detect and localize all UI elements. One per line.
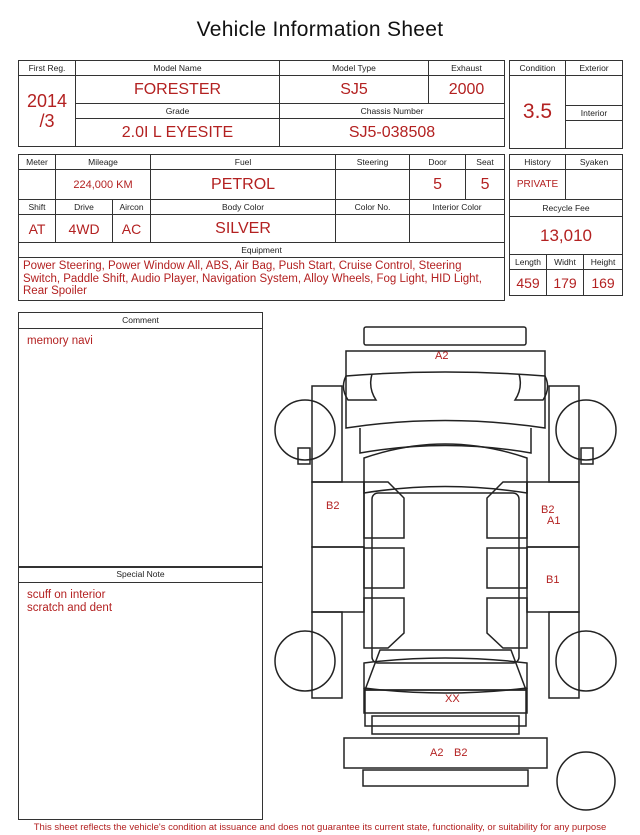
special-note-text: scuff on interior scratch and dent (27, 589, 113, 614)
syaken-label: Syaken (566, 155, 623, 170)
body-color-value: SILVER (151, 215, 336, 243)
main-info-table (18, 60, 505, 147)
damage-rear-bumper-1: A2 (430, 747, 444, 759)
meter-value (19, 170, 56, 200)
specs-table (18, 154, 505, 301)
damage-left-door: B2 (326, 500, 340, 512)
comment-box (18, 312, 263, 568)
aircon-value: AC (113, 215, 151, 243)
chassis-value: SJ5-038508 (280, 119, 505, 147)
door-label: Door (410, 155, 466, 170)
damage-right-rear-door: B1 (546, 574, 560, 586)
page-title: Vehicle Information Sheet (196, 18, 444, 41)
special-note-box (18, 566, 263, 820)
door-value: 5 (410, 170, 466, 200)
model-name-value: FORESTER (76, 76, 280, 104)
damage-right-front-door-2: A1 (547, 515, 561, 527)
fuel-label: Fuel (151, 155, 336, 170)
exhaust-value: 2000 (429, 76, 505, 104)
grade-value: 2.0I L EYESITE (76, 119, 280, 147)
equipment-label: Equipment (19, 243, 505, 258)
recycle-label: Recycle Fee (510, 200, 623, 217)
grade-label: Grade (76, 104, 280, 119)
interior-label: Interior (566, 106, 623, 121)
fuel-value: PETROL (151, 170, 336, 200)
vehicle-damage-diagram (268, 318, 628, 818)
exterior-value (566, 76, 623, 106)
damage-tailgate: XX (445, 693, 460, 705)
width-label: Widht (547, 255, 584, 270)
drive-label: Drive (56, 200, 113, 215)
interior-color-value (410, 215, 505, 243)
history-value: PRIVATE (510, 170, 566, 200)
first-reg-month: /3 (39, 111, 55, 131)
footer-disclaimer: This sheet reflects the vehicle's condition at issuance and does not guarantee its current state, functionality, or suitability for any purpose (33, 822, 607, 833)
condition-value: 3.5 (510, 76, 566, 149)
syaken-value (566, 170, 623, 200)
special-note-label: Special Note (19, 567, 262, 583)
equipment-value: Power Steering, Power Window All, ABS, Air Bag, Push Start, Cruise Control, Steering Switch, Paddle Shift, Audio Player, Navigation System, Alloy Wheels, Fog Light, HID Light, Rear Spoiler (19, 258, 505, 301)
color-no-label: Color No. (336, 200, 410, 215)
shift-label: Shift (19, 200, 56, 215)
comment-text: memory navi (27, 335, 93, 347)
condition-label: Condition (510, 61, 566, 76)
damage-rear-bumper-2: B2 (454, 747, 468, 759)
first-reg-value (19, 76, 76, 147)
history-label: History (510, 155, 566, 170)
shift-value: AT (19, 215, 56, 243)
width-value: 179 (547, 270, 584, 296)
mileage-label: Mileage (56, 155, 151, 170)
condition-table (509, 60, 623, 149)
aircon-label: Aircon (113, 200, 151, 215)
interior-color-label: Interior Color (410, 200, 505, 215)
length-value: 459 (510, 270, 547, 296)
recycle-value: 13,010 (510, 217, 623, 255)
drive-value: 4WD (56, 215, 113, 243)
model-name-label: Model Name (76, 61, 280, 76)
color-no-value (336, 215, 410, 243)
model-type-label: Model Type (280, 61, 429, 76)
model-type-value: SJ5 (280, 76, 429, 104)
exterior-label: Exterior (566, 61, 623, 76)
chassis-label: Chassis Number (280, 104, 505, 119)
steering-value (336, 170, 410, 200)
comment-label: Comment (19, 313, 262, 329)
exhaust-label: Exhaust (429, 61, 505, 76)
damage-front: A2 (435, 350, 449, 362)
mileage-value: 224,000 KM (56, 170, 151, 200)
length-label: Length (510, 255, 547, 270)
interior-value (566, 121, 623, 149)
steering-label: Steering (336, 155, 410, 170)
first-reg-label: First Reg. (19, 61, 76, 76)
meter-label: Meter (19, 155, 56, 170)
height-label: Height (584, 255, 623, 270)
first-reg-year: 2014 (26, 91, 68, 111)
seat-label: Seat (466, 155, 505, 170)
history-table (509, 154, 623, 296)
body-color-label: Body Color (151, 200, 336, 215)
height-value: 169 (584, 270, 623, 296)
damage-right-front-door: B2 (541, 504, 555, 516)
seat-value: 5 (466, 170, 505, 200)
